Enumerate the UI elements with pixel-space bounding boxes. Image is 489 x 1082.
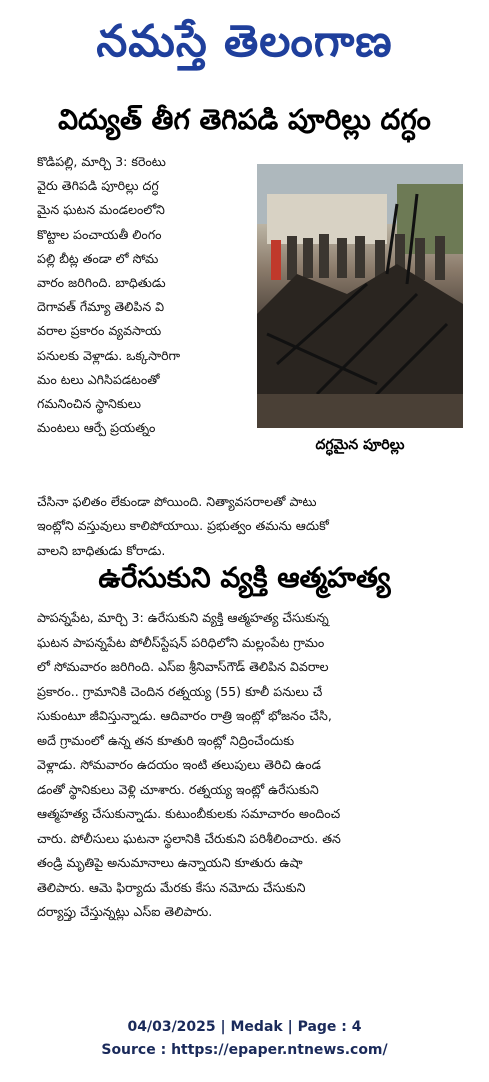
masthead xyxy=(0,6,489,78)
story1-line: మం టలు ఎగిసిపడటంతో xyxy=(37,371,160,387)
story2-line: ప్రకారం.. గ్రామానికి చెందిన రత్నయ్య (55) కూలీ పనులు చే xyxy=(37,683,323,699)
story2-headline: ఉరేసుకుని వ్యక్తి ఆత్మహత్య xyxy=(98,561,391,594)
story1-line: కొట్టాల పంచాయతీ లింగం xyxy=(37,226,162,242)
story1-full-text xyxy=(37,490,467,563)
story1-line: కొడిపల్లి, మార్చి 3: కరెంటు xyxy=(37,154,166,169)
story2-line: పాపన్నపేట, మార్చి 3: ఉరేసుకుని వ్యక్తి ఆత్మహత్య చేసుకున్న xyxy=(37,610,329,625)
story2-line: ఆత్మహత్య చేసుకున్నాడు. కుటుంబీకులకు సమాచారం అందించ xyxy=(37,806,341,821)
story2-line: డంతో స్థానికులు వెళ్లి చూశారు. రత్నయ్య ఇంట్లో ఉరేసుకుని xyxy=(37,781,319,797)
story1-line: మంటలు ఆర్పే ప్రయత్నం xyxy=(37,420,156,436)
story1-line: వరాల ప్రకారం వ్యవసాయ xyxy=(37,323,162,339)
story1-line: గమనించిన స్థానికులు xyxy=(37,396,142,412)
story1-line: వాలని బాధితుడు కోరాడు. xyxy=(37,542,166,558)
story1-column-text xyxy=(37,150,253,440)
story1-line: వైరు తెగిపడి పూరిల్లు దగ్ధ xyxy=(37,178,159,194)
footer-source: Source : https://epaper.ntnews.com/ xyxy=(101,1042,388,1058)
story2-line: ఘటన పాపన్నపేట పోలీస్‌స్టేషన్ పరిధిలోని మల్లంపేట గ్రామం xyxy=(37,634,325,650)
story2-line: సుకుంటూ జీవిస్తున్నాడు. ఆదివారం రాత్రి ఇంట్లో భోజనం చేసి, xyxy=(37,708,332,723)
masthead-title: నమస్తే తెలంగాణ xyxy=(96,16,393,67)
story1-line: పనులకు వెళ్లాడు. ఒక్కసారిగా xyxy=(37,347,181,363)
story2-line: లో సోమవారం జరిగింది. ఎస్ఐ శ్రీనివాస్‌గౌడ్ తెలిపిన వివరాల xyxy=(37,659,329,674)
story2-line: చారు. పోలీసులు ఘటనా స్థలానికి చేరుకుని పరిశీలించారు. తన xyxy=(37,830,341,846)
story1-line: చేసినా ఫలితం లేకుండా పోయింది. నిత్యావసరాలతో పాటు xyxy=(37,494,317,509)
footer-date-edition: 04/03/2025 | Medak | Page : 4 xyxy=(127,1019,362,1035)
photo-illustration xyxy=(257,164,463,428)
story2-line: తండ్రి మృతిపై అనుమానాలు ఉన్నాయని కూతురు ఉషా xyxy=(37,855,303,870)
story1-line: మైన ఘటన మండలంలోని xyxy=(37,202,165,218)
story1-line: వారం జరిగింది. బాధితుడు xyxy=(37,275,166,291)
photo-caption: దగ్ధమైన పూరిల్లు xyxy=(315,437,405,453)
story2-line: వెళ్లాడు. సోమవారం ఉదయం ఇంటి తలుపులు తెరిచి ఉండ xyxy=(37,757,321,772)
story2-line: దర్యాప్తు చేస్తున్నట్లు ఎస్ఐ తెలిపారు. xyxy=(37,904,213,919)
story1-line: పల్లి బీట్ల తండా లో సోమ xyxy=(37,250,159,266)
story2-line: తెలిపారు. ఆమె ఫిర్యాదు మేరకు కేసు నమోదు చేసుకుని xyxy=(37,879,306,895)
burnt-hut-photo xyxy=(257,164,463,428)
story1-headline: విద్యుత్ తీగ తెగిపడి పూరిల్లు దగ్ధం xyxy=(58,103,431,136)
story1-line: ఇంట్లోని వస్తువులు కాలిపోయాయి. ప్రభుత్వం తమను ఆదుకో xyxy=(37,518,329,534)
story2-line: అదే గ్రామంలో ఉన్న తన కూతురి ఇంట్లో నిద్రించేందుకు xyxy=(37,732,295,748)
story2-text xyxy=(37,606,467,925)
story1-line: దెగావత్ గేమ్యా తెలిపిన వి xyxy=(37,299,165,315)
